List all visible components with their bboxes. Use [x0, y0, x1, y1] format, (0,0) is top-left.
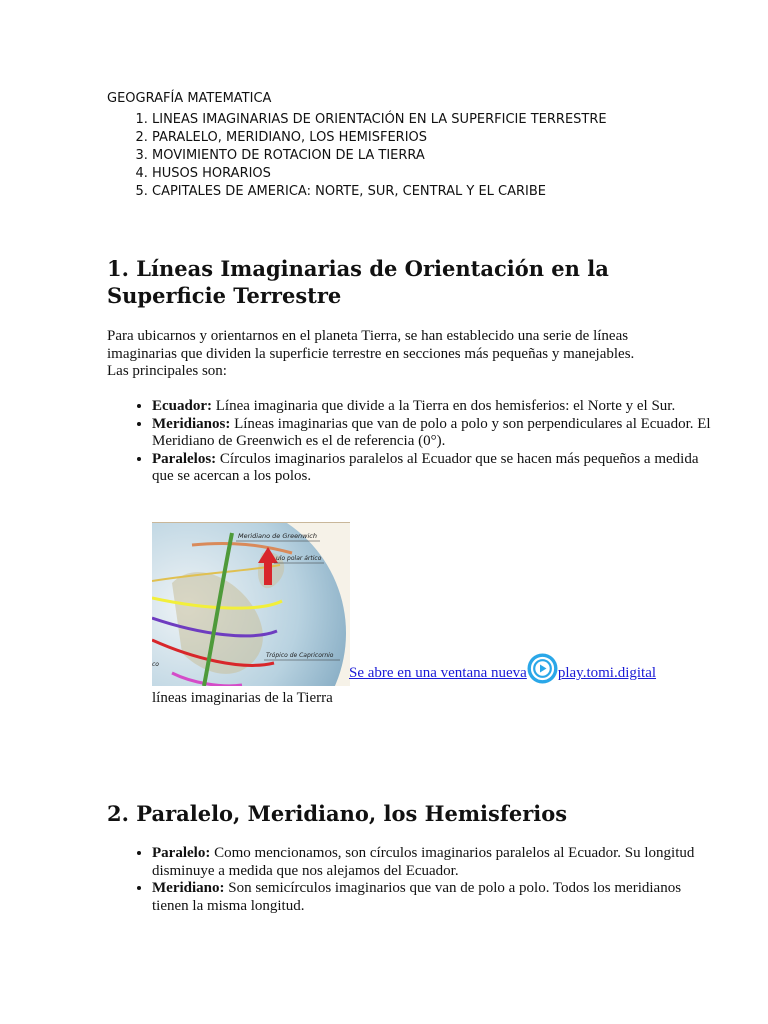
tomi-logo-icon[interactable] — [527, 653, 558, 684]
document-page — [107, 90, 711, 914]
list-item — [152, 880, 712, 915]
bullet-term: Meridianos: — [152, 415, 231, 432]
play-tomi-digital-link[interactable]: play.tomi.digital — [557, 665, 657, 681]
polar-circle-label: ulo polar ártico — [276, 555, 322, 562]
capricorn-label: Trópico de Capricornio — [266, 652, 334, 659]
list-item — [152, 398, 712, 416]
bullet-text: Líneas imaginarias que van de polo a polo y son perpendiculares al Ecuador. El Meridiano de Greenwich es el de referencia (0°). — [152, 415, 711, 449]
bullet-term: Paralelos: — [152, 450, 217, 467]
toc-item: 3. MOVIMIENTO DE ROTACION DE LA TIERRA — [152, 147, 667, 165]
bullet-text: Línea imaginaria que divide a la Tierra en dos hemisferios: el Norte y el Sur. — [212, 398, 676, 414]
list-item — [152, 845, 712, 880]
toc-item: 2. PARALELO, MERIDIANO, LOS HEMISFERIOS — [152, 129, 667, 147]
section-1-bullet-list — [107, 398, 712, 486]
external-link-row — [349, 653, 656, 684]
axis-arrow — [264, 561, 272, 585]
globe-image — [152, 523, 350, 686]
figure-caption: líneas imaginarias de la Tierra — [152, 690, 333, 706]
table-of-contents — [107, 111, 667, 201]
section-2-bullet-list — [107, 845, 712, 915]
globe-illustration[interactable] — [152, 522, 350, 686]
bullet-text: Círculos imaginarios paralelos al Ecuador que se hacen más pequeños a medida que se acercan a los polos. — [152, 450, 699, 484]
section-1-heading: 1. Líneas Imaginarias de Orientación en la Superficie Terrestre — [107, 256, 609, 308]
document-title: GEOGRAFÍA MATEMATICA — [107, 91, 272, 106]
toc-item: 1. LINEAS IMAGINARIAS DE ORIENTACIÓN EN LA SUPERFICIE TERRESTRE — [152, 111, 667, 129]
open-new-window-link[interactable]: Se abre en una ventana nueva — [349, 665, 527, 681]
toc-item: 4. HUSOS HORARIOS — [152, 165, 667, 183]
bullet-term: Ecuador: — [152, 398, 212, 414]
section-2-heading: 2. Paralelo, Meridiano, los Hemisferios — [107, 801, 568, 826]
greenwich-label: Meridiano de Greenwich — [238, 532, 317, 540]
bullet-term: Meridiano: — [152, 880, 225, 896]
tropic-label-fragment: co — [152, 661, 159, 668]
toc-item: 5. CAPITALES DE AMERICA: NORTE, SUR, CENTRAL Y EL CARIBE — [152, 183, 667, 201]
bullet-text: Son semicírculos imaginarios que van de polo a polo. Todos los meridianos tienen la misma longitud. — [152, 880, 682, 914]
list-item — [152, 416, 712, 451]
bullet-term: Paralelo: — [152, 845, 211, 861]
section-1-intro: Para ubicarnos y orientarnos en el planeta Tierra, se han establecido una serie de líneas imaginarias que dividen la superficie terrestre en secciones más pequeñas y manejables. Las principales son: — [107, 328, 635, 379]
list-item — [152, 451, 712, 486]
bullet-text: Como mencionamos, son círculos imaginarios paralelos al Ecuador. Su longitud disminuye a medida que nos alejamos del Ecuador. — [152, 845, 695, 879]
